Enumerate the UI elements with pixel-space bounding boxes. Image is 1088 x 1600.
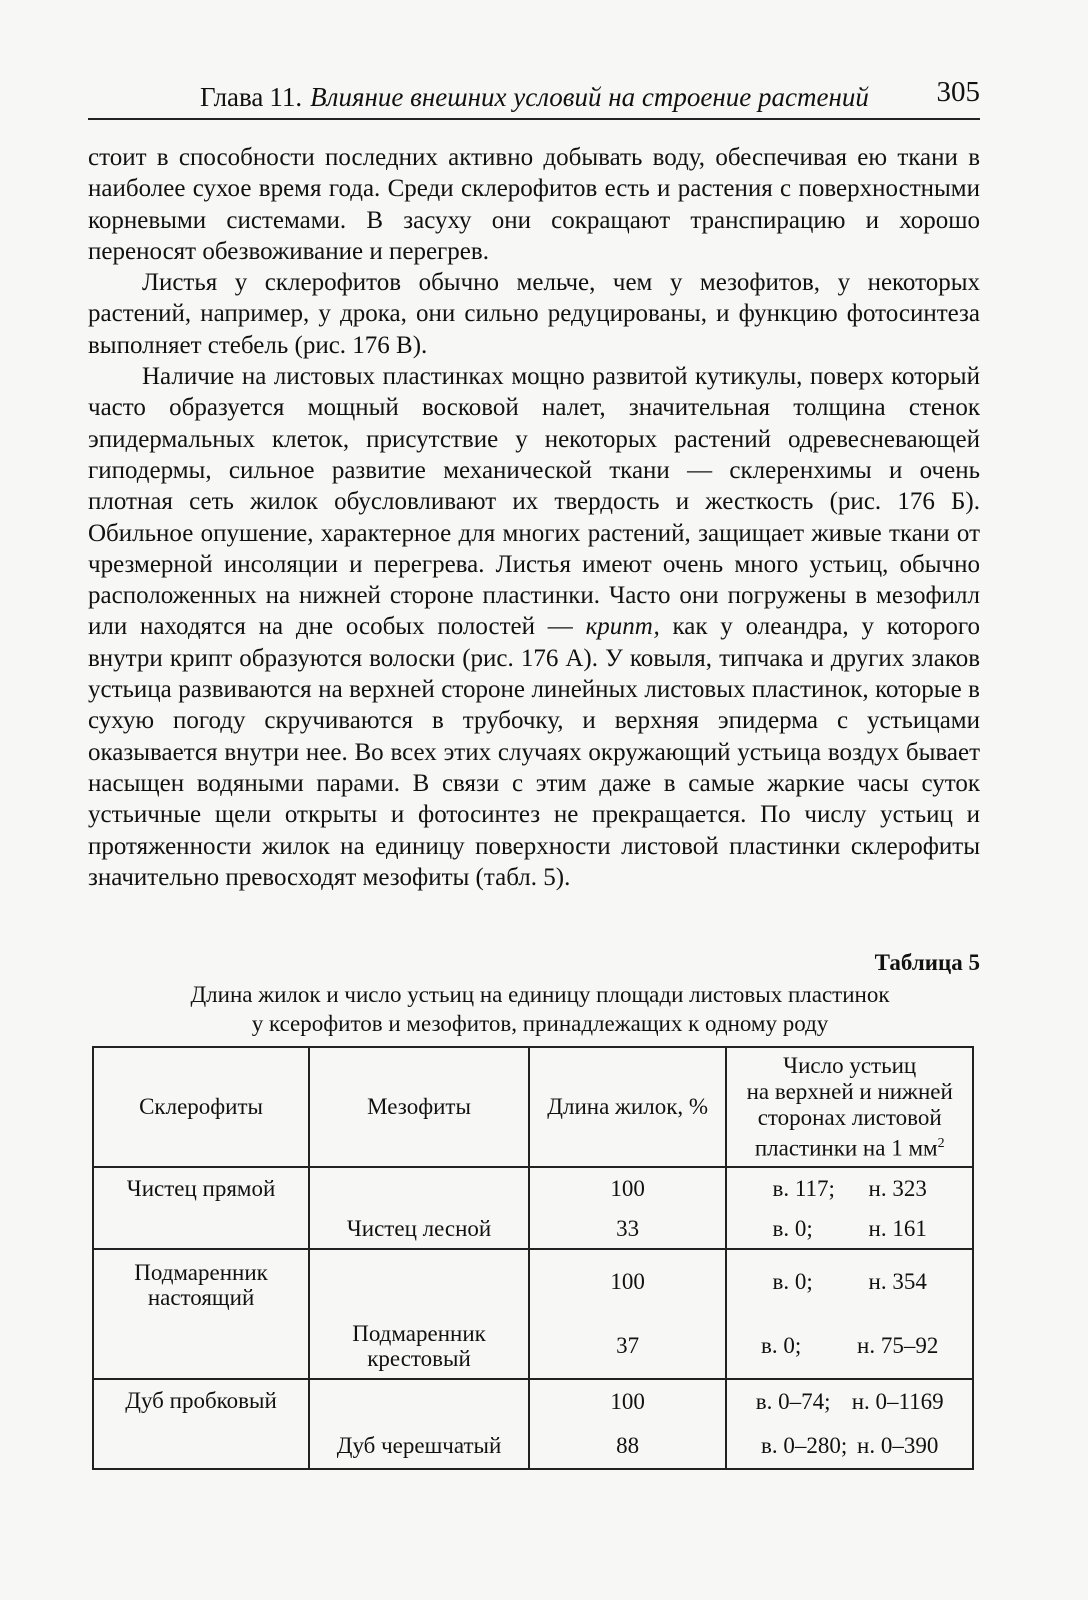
chapter-heading: [200, 82, 869, 113]
cell-stomata: [726, 1249, 973, 1313]
stomata-upper: в. 0;: [772, 1216, 813, 1241]
cell-stomata: [726, 1379, 973, 1423]
table-row: [93, 1313, 973, 1379]
paragraph-3: [88, 361, 980, 893]
running-header: [88, 74, 980, 120]
paragraph-1: стоит в способности последних активно добывать воду, обеспечивая ею ткани в наиболее сухое время года. Среди склерофитов есть и растения с поверхностными корневыми системами. В засуху они сокращают транспирацию и хорошо переносят обезвоживание и перегрев.: [88, 144, 980, 265]
paragraph-2: Листья у склерофитов обычно мельче, чем у мезофитов, у некоторых растений, например, у дрока, они сильно редуцированы, и функцию фотосинтеза выполняет стебель (рис. 176 В).: [88, 269, 980, 359]
cell-mesophyte: [309, 1379, 529, 1423]
stomata-lower: н. 161: [868, 1216, 927, 1241]
table-row: [93, 1379, 973, 1423]
stomata-lower: н. 323: [868, 1176, 927, 1201]
stomata-upper: в. 0;: [761, 1333, 802, 1358]
header-stomata-line-1: Число устьиц: [783, 1052, 917, 1078]
table-caption-line-2: у ксерофитов и мезофитов, принадлежащих к одному роду: [251, 1011, 829, 1036]
cell-sclerophyte: [93, 1209, 309, 1249]
header-stomata-line-3: сторонах листовой: [757, 1104, 942, 1130]
stomata-upper: в. 0–74;: [755, 1389, 831, 1414]
cell-vein-length: 37: [529, 1313, 726, 1379]
table-row: [93, 1249, 973, 1313]
header-stomata: [726, 1047, 973, 1167]
paragraph-3-part-1: Наличие на листовых пластинках мощно развитой кутикулы, поверх который часто образуется мощный восковой налет, значительная толщина стенок эпидермальных клеток, присутствие у некоторых растений одревесневающей гиподермы, сильное развитие механической ткани — склеренхимы и очень плотная сеть жилок обусловливают их твердость и жесткость (рис. 176 Б). Обильное опушение, характерное для многих растений, защищает живые ткани от чрезмерной инсоляции и перегрева. Листья имеют очень много устьиц, обычно расположенных на нижней стороне пластинки. Часто они погружены в мезофилл или находятся на дне особых полостей —: [88, 363, 980, 641]
stomata-lower: н. 354: [868, 1269, 927, 1294]
cell-mesophyte: Чистец лесной: [309, 1209, 529, 1249]
cell-vein-length: 33: [529, 1209, 726, 1249]
cell-vein-length: 88: [529, 1423, 726, 1469]
cell-vein-length: 100: [529, 1167, 726, 1209]
term-crypts: крипт,: [585, 613, 660, 641]
stomata-upper: в. 117;: [772, 1176, 835, 1201]
cell-sclerophyte: [93, 1313, 309, 1379]
stomata-lower: н. 0–1169: [851, 1389, 944, 1414]
cell-sclerophyte: Дуб пробковый: [93, 1379, 309, 1423]
header-stomata-line-4-text: пластинки на 1 мм: [754, 1135, 938, 1161]
stomata-upper: в. 0–280;: [761, 1433, 848, 1458]
data-table: [92, 1046, 974, 1470]
cell-vein-length: 100: [529, 1249, 726, 1313]
stomata-upper: в. 0;: [772, 1269, 813, 1294]
stomata-lower: н. 75–92: [857, 1333, 939, 1358]
table-caption-line-1: Длина жилок и число устьиц на единицу площади листовых пластинок: [190, 982, 890, 1007]
body-text: [88, 142, 980, 893]
cell-mesophyte: [309, 1249, 529, 1313]
table-row: [93, 1167, 973, 1209]
cell-sclerophyte: Подмаренник настоящий: [93, 1249, 309, 1313]
cell-stomata: [726, 1209, 973, 1249]
cell-sclerophyte: [93, 1423, 309, 1469]
chapter-number: 11.: [269, 82, 303, 112]
header-stomata-superscript: 2: [937, 1135, 945, 1151]
header-stomata-line-2: на верхней и нижней: [746, 1078, 953, 1104]
cell-stomata: [726, 1423, 973, 1469]
header-stomata-line-4: [733, 1131, 966, 1162]
cell-mesophyte: Дуб черешчатый: [309, 1423, 529, 1469]
header-vein-length: Длина жилок, %: [529, 1047, 726, 1167]
page-number: 305: [936, 76, 980, 108]
table-row: [93, 1209, 973, 1249]
paragraph-3-part-2: как у олеандра, у которого внутри крипт образуются волоски (рис. 176 А). У ковыля, типчака и других злаков устьица развиваются на верхней стороне линейных листовых пластинок, которые в сухую погоду скручиваются в трубочку, и верхняя эпидерма с устьицами оказывается внутри нее. Во всех этих случаях окружающий устьица воздух бывает насыщен водяными парами. В связи с этим даже в самые жаркие часы суток устьичные щели открыты и фотосинтез не прекращается. По числу устьиц и протяженности жилок на единицу поверхности листовой пластинки склерофиты значительно превосходят мезофиты (табл. 5).: [88, 613, 980, 891]
table-number: Таблица 5: [874, 950, 980, 975]
table-row: [93, 1423, 973, 1469]
header-sclerophytes: Склерофиты: [93, 1047, 309, 1167]
cell-mesophyte: [309, 1167, 529, 1209]
header-mesophytes: Мезофиты: [309, 1047, 529, 1167]
table-header-row: [93, 1047, 973, 1167]
cell-vein-length: 100: [529, 1379, 726, 1423]
chapter-label: Глава: [200, 82, 264, 112]
table-caption: [100, 980, 980, 1038]
cell-sclerophyte: Чистец прямой: [93, 1167, 309, 1209]
cell-mesophyte: Подмаренник крестовый: [309, 1313, 529, 1379]
chapter-title: Влияние внешних условий на строение растений: [310, 82, 869, 112]
cell-stomata: [726, 1167, 973, 1209]
stomata-lower: н. 0–390: [857, 1433, 939, 1458]
cell-stomata: [726, 1313, 973, 1379]
